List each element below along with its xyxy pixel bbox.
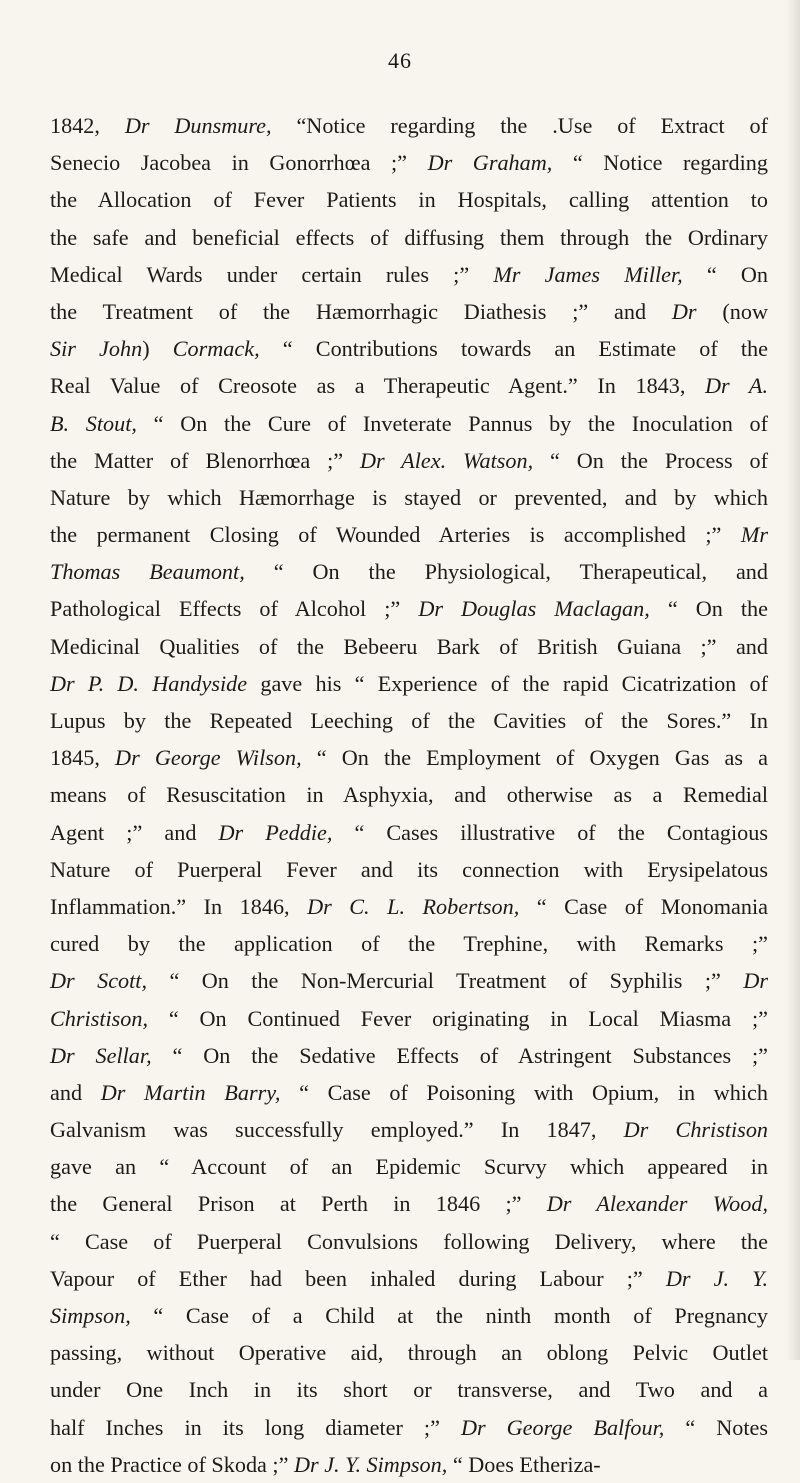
text-run: “Notice regarding the .Use of Extract of: [271, 113, 769, 138]
text-run: half Inches in its long diameter ;”: [50, 1414, 461, 1440]
italic-name-text: Simpson,: [50, 1303, 131, 1328]
text-run: “ On: [682, 261, 768, 287]
text-run: the Treatment of the Hæmorrhagic Diathesis ;” and: [50, 298, 672, 324]
text-line: [50, 1037, 768, 1074]
text-run: Nature by which Hæmorrhage is stayed or prevented, and by which: [50, 484, 768, 510]
text-run: “ Notice regarding: [552, 150, 768, 176]
italic-name-text: Dr Alexander Wood,: [546, 1191, 768, 1217]
italic-name-text: Christison,: [50, 1005, 149, 1031]
italic-name-text: Dr A.: [705, 373, 769, 399]
text-run: Galvanism was successfully employed.” In 1847,: [50, 1117, 624, 1143]
text-run: “ Cases illustrative of the Contagious: [332, 819, 769, 845]
text-run: Medical Wards under certain rules ;”: [50, 261, 494, 287]
text-run: “ Case of a Child at the ninth month of Pregnancy: [130, 1303, 768, 1328]
text-line: [50, 330, 768, 367]
text-line: [50, 851, 768, 888]
text-line: [50, 256, 768, 293]
text-line: [50, 925, 768, 962]
italic-name-text: Dr Alex. Watson,: [360, 447, 534, 473]
italic-name-text: Dr Sellar,: [50, 1042, 152, 1068]
text-run: means of Resuscitation in Asphyxia, and otherwise as a Remedial: [50, 782, 768, 808]
text-line: [50, 107, 768, 144]
text-line: [50, 888, 768, 925]
text-line: [50, 1185, 768, 1222]
italic-name-text: Dr George Wilson,: [115, 745, 302, 771]
text-run: 1842,: [50, 113, 125, 138]
text-line: [50, 144, 768, 181]
text-run: the Matter of Blenorrhœa ;”: [50, 447, 361, 473]
text-run: (now: [696, 298, 768, 324]
italic-name-text: Dr: [671, 298, 697, 324]
italic-name-text: Dr J. Y.: [665, 1265, 768, 1291]
text-run: Medicinal Qualities of the Bebeeru Bark of British Guiana ;” and: [50, 633, 768, 659]
italic-name-text: Dr Christison: [623, 1117, 769, 1143]
text-run: “ Case of Monomania: [519, 893, 768, 919]
text-run: Agent ;” and: [50, 819, 219, 845]
italic-name-text: Dr Dunsmure,: [124, 113, 272, 138]
text-line: [50, 628, 768, 665]
text-run: the General Prison at Perth in 1846 ;”: [50, 1191, 547, 1217]
italic-name-text: Sir John: [50, 336, 143, 362]
page-edge-shadow: [786, 0, 800, 1360]
text-run: the Allocation of Fever Patients in Hospitals, calling attention to: [50, 187, 768, 213]
text-run: cured by the application of the Trephine, with Remarks ;”: [50, 931, 768, 957]
text-line: [50, 776, 768, 813]
text-run: “ On the Sedative Effects of Astringent Substances ;”: [151, 1042, 768, 1068]
body-text: [50, 107, 768, 1483]
text-line: [50, 1000, 768, 1037]
text-line: [50, 962, 768, 999]
text-run: Pathological Effects of Alcohol ;”: [50, 596, 419, 622]
text-run: 1845,: [50, 745, 116, 771]
text-run: “ On the Physiological, Therapeutical, and: [244, 559, 768, 585]
italic-name-text: Dr C. L. Robertson,: [307, 893, 520, 919]
page-number: 46: [388, 48, 412, 73]
text-run: the safe and beneficial effects of diffusing them through the Ordinary: [50, 224, 768, 250]
text-line: [50, 1334, 768, 1371]
text-line: [50, 442, 768, 479]
text-run: ): [142, 336, 173, 362]
text-line: [50, 739, 768, 776]
text-run: Vapour of Ether had been inhaled during Labour ;”: [50, 1265, 666, 1291]
italic-name-text: Dr Graham,: [427, 150, 553, 176]
text-run: Senecio Jacobea in Gonorrhœa ;”: [50, 150, 428, 176]
text-run: on the Practice of Skoda ;”: [50, 1451, 294, 1477]
text-line: [50, 219, 768, 256]
text-run: “ On the: [649, 596, 769, 622]
text-run: the permanent Closing of Wounded Arteries is accomplished ;”: [50, 522, 741, 548]
text-line: [50, 1260, 768, 1297]
text-run: “ Case of Puerperal Convulsions following Delivery, where the: [50, 1228, 768, 1254]
text-line: [50, 1297, 768, 1334]
italic-name-text: B. Stout,: [50, 410, 137, 436]
italic-name-text: Dr Peddie,: [218, 819, 333, 845]
text-run: “ On the Non-Mercurial Treatment of Syphilis ;”: [147, 968, 744, 994]
text-run: “ Contributions towards an Estimate of the: [259, 336, 768, 362]
text-run: passing, without Operative aid, through an oblong Pelvic Outlet: [50, 1340, 768, 1366]
italic-name-text: Cormack,: [172, 336, 260, 362]
text-line: [50, 702, 768, 739]
italic-name-text: Dr: [743, 968, 768, 994]
text-line: [50, 553, 768, 590]
text-run: Inflammation.” In 1846,: [50, 893, 308, 919]
italic-name-text: Dr Douglas Maclagan,: [418, 596, 650, 622]
text-run: “ Does Etheriza-: [447, 1451, 601, 1477]
text-run: gave his “ Experience of the rapid Cicatrization of: [247, 670, 768, 696]
text-run: “ On the Employment of Oxygen Gas as a: [301, 745, 768, 771]
italic-name-text: Mr James Miller,: [493, 261, 683, 287]
text-run: “ Case of Poisoning with Opium, in which: [280, 1079, 768, 1105]
italic-name-text: Mr: [740, 522, 768, 548]
text-line: [50, 814, 768, 851]
text-line: [50, 590, 768, 627]
text-line: [50, 1409, 768, 1446]
text-run: and: [50, 1079, 101, 1105]
italic-name-text: Thomas Beaumont,: [50, 559, 245, 585]
text-line: [50, 1074, 768, 1111]
text-line: [50, 516, 768, 553]
text-line: [50, 367, 768, 404]
text-run: “ On the Process of: [533, 447, 768, 473]
text-line: [50, 1371, 768, 1408]
italic-name-text: Dr J. Y. Simpson,: [294, 1451, 448, 1477]
text-run: “ On Continued Fever originating in Local Miasma ;”: [148, 1005, 768, 1031]
text-line: [50, 479, 768, 516]
text-run: “ On the Cure of Inveterate Pannus by the Inoculation of: [136, 410, 768, 436]
italic-name-text: Dr Martin Barry,: [100, 1079, 281, 1105]
text-line: [50, 1446, 768, 1483]
text-run: Nature of Puerperal Fever and its connection with Erysipelatous: [50, 856, 768, 882]
text-line: [50, 1223, 768, 1260]
text-line: [50, 293, 768, 330]
text-line: [50, 181, 768, 218]
text-line: [50, 405, 768, 442]
text-run: Real Value of Creosote as a Therapeutic Agent.” In 1843,: [50, 373, 706, 399]
italic-name-text: Dr P. D. Handyside: [50, 670, 248, 696]
text-line: [50, 1148, 768, 1185]
italic-name-text: Dr George Balfour,: [460, 1414, 665, 1440]
text-run: gave an “ Account of an Epidemic Scurvy which appeared in: [50, 1154, 768, 1180]
italic-name-text: Dr Scott,: [50, 968, 148, 994]
text-run: “ Notes: [664, 1414, 768, 1440]
text-run: Lupus by the Repeated Leeching of the Cavities of the Sores.” In: [50, 708, 768, 733]
text-line: [50, 1111, 768, 1148]
text-run: under One Inch in its short or transverse, and Two and a: [50, 1377, 768, 1403]
text-line: [50, 665, 768, 702]
